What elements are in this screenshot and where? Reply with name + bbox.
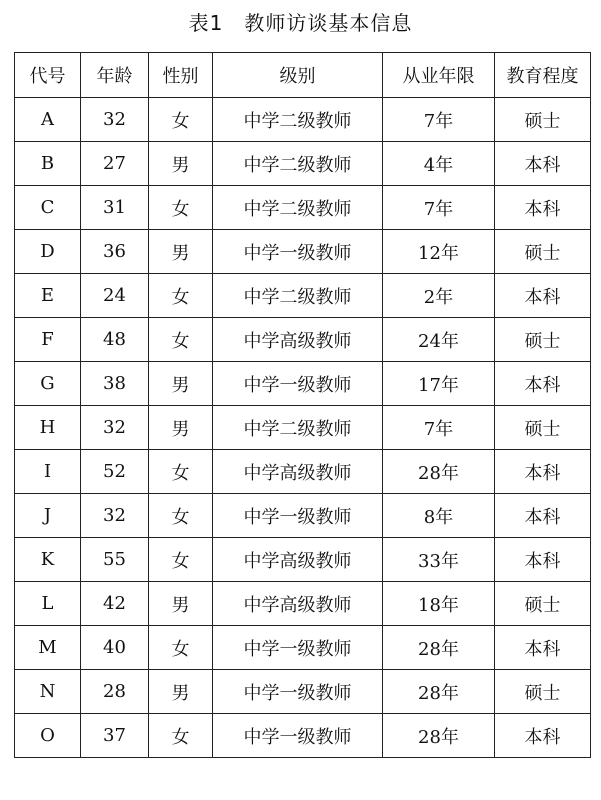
cell-education: 本科 [495, 142, 591, 186]
cell-age: 31 [81, 186, 149, 230]
table-row [15, 714, 591, 758]
cell-level: 中学一级教师 [213, 230, 383, 274]
cell-gender: 男 [149, 142, 213, 186]
cell-education: 本科 [495, 274, 591, 318]
cell-level: 中学一级教师 [213, 362, 383, 406]
cell-age: 24 [81, 274, 149, 318]
table-row [15, 406, 591, 450]
cell-gender: 女 [149, 274, 213, 318]
cell-years: 12年 [383, 230, 495, 274]
cell-level: 中学一级教师 [213, 494, 383, 538]
cell-years: 2年 [383, 274, 495, 318]
cell-code: F [15, 318, 81, 362]
cell-education: 硕士 [495, 670, 591, 714]
cell-level: 中学二级教师 [213, 98, 383, 142]
header-gender: 性别 [149, 53, 213, 98]
header-years: 从业年限 [383, 53, 495, 98]
cell-years: 18年 [383, 582, 495, 626]
cell-age: 48 [81, 318, 149, 362]
cell-code: A [15, 98, 81, 142]
cell-code: N [15, 670, 81, 714]
cell-level: 中学一级教师 [213, 670, 383, 714]
cell-gender: 男 [149, 406, 213, 450]
table-body [15, 98, 591, 758]
cell-age: 32 [81, 406, 149, 450]
cell-code: B [15, 142, 81, 186]
header-level: 级别 [213, 53, 383, 98]
header-age: 年龄 [81, 53, 149, 98]
cell-education: 本科 [495, 186, 591, 230]
table-row [15, 98, 591, 142]
cell-age: 37 [81, 714, 149, 758]
cell-education: 本科 [495, 538, 591, 582]
table-row [15, 186, 591, 230]
cell-age: 52 [81, 450, 149, 494]
table-row [15, 274, 591, 318]
cell-age: 28 [81, 670, 149, 714]
header-education: 教育程度 [495, 53, 591, 98]
table-row [15, 582, 591, 626]
cell-level: 中学高级教师 [213, 450, 383, 494]
cell-code: M [15, 626, 81, 670]
cell-education: 本科 [495, 362, 591, 406]
cell-age: 32 [81, 494, 149, 538]
cell-gender: 女 [149, 318, 213, 362]
cell-years: 28年 [383, 670, 495, 714]
table-row [15, 450, 591, 494]
cell-level: 中学高级教师 [213, 318, 383, 362]
cell-age: 32 [81, 98, 149, 142]
cell-level: 中学二级教师 [213, 274, 383, 318]
cell-gender: 女 [149, 494, 213, 538]
cell-education: 硕士 [495, 406, 591, 450]
header-code: 代号 [15, 53, 81, 98]
cell-education: 本科 [495, 450, 591, 494]
cell-years: 28年 [383, 450, 495, 494]
cell-years: 24年 [383, 318, 495, 362]
cell-code: G [15, 362, 81, 406]
table-row [15, 142, 591, 186]
cell-gender: 女 [149, 98, 213, 142]
cell-gender: 男 [149, 582, 213, 626]
cell-level: 中学高级教师 [213, 582, 383, 626]
cell-code: L [15, 582, 81, 626]
table-row [15, 626, 591, 670]
cell-age: 55 [81, 538, 149, 582]
table-row [15, 318, 591, 362]
cell-level: 中学一级教师 [213, 714, 383, 758]
cell-gender: 男 [149, 230, 213, 274]
cell-gender: 女 [149, 626, 213, 670]
cell-age: 36 [81, 230, 149, 274]
cell-education: 本科 [495, 626, 591, 670]
cell-gender: 女 [149, 450, 213, 494]
cell-years: 28年 [383, 714, 495, 758]
header-row [15, 53, 591, 98]
table-title: 表1 教师访谈基本信息 [188, 11, 413, 35]
cell-code: C [15, 186, 81, 230]
cell-code: H [15, 406, 81, 450]
cell-code: D [15, 230, 81, 274]
cell-code: O [15, 714, 81, 758]
table-row [15, 670, 591, 714]
cell-code: E [15, 274, 81, 318]
table-row [15, 538, 591, 582]
cell-years: 17年 [383, 362, 495, 406]
cell-years: 8年 [383, 494, 495, 538]
cell-level: 中学一级教师 [213, 626, 383, 670]
cell-code: J [15, 494, 81, 538]
cell-level: 中学二级教师 [213, 142, 383, 186]
cell-age: 27 [81, 142, 149, 186]
cell-level: 中学高级教师 [213, 538, 383, 582]
cell-age: 40 [81, 626, 149, 670]
cell-years: 28年 [383, 626, 495, 670]
cell-education: 本科 [495, 494, 591, 538]
cell-years: 33年 [383, 538, 495, 582]
cell-code: K [15, 538, 81, 582]
cell-years: 7年 [383, 186, 495, 230]
cell-education: 硕士 [495, 582, 591, 626]
cell-level: 中学二级教师 [213, 406, 383, 450]
cell-code: I [15, 450, 81, 494]
table-row [15, 230, 591, 274]
cell-education: 本科 [495, 714, 591, 758]
cell-years: 7年 [383, 98, 495, 142]
cell-age: 42 [81, 582, 149, 626]
cell-gender: 女 [149, 714, 213, 758]
cell-level: 中学二级教师 [213, 186, 383, 230]
cell-gender: 男 [149, 362, 213, 406]
cell-education: 硕士 [495, 98, 591, 142]
cell-gender: 女 [149, 538, 213, 582]
cell-years: 4年 [383, 142, 495, 186]
cell-education: 硕士 [495, 230, 591, 274]
cell-gender: 男 [149, 670, 213, 714]
cell-gender: 女 [149, 186, 213, 230]
table-row [15, 362, 591, 406]
cell-age: 38 [81, 362, 149, 406]
teacher-info-table [14, 52, 591, 758]
cell-years: 7年 [383, 406, 495, 450]
table-row [15, 494, 591, 538]
cell-education: 硕士 [495, 318, 591, 362]
